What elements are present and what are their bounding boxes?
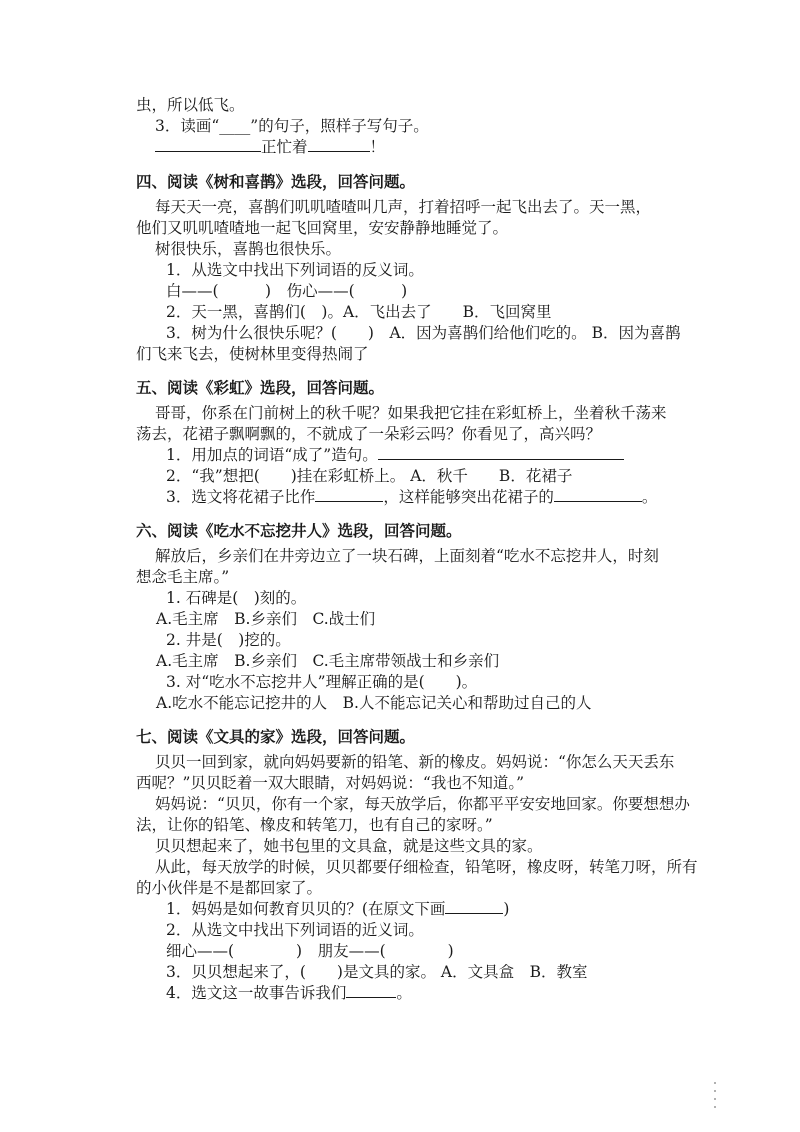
passage-line: 树很快乐，喜鹊也很快乐。 <box>155 240 342 258</box>
question-item: 3. 对“吃水不忘挖井人”理解正确的是( )。 <box>166 673 478 691</box>
question-item <box>166 983 412 1003</box>
text-segment: 。 <box>396 984 412 1002</box>
text-segment: 。 <box>641 488 658 506</box>
text-segment: 正忙着 <box>261 138 308 156</box>
question-item <box>166 899 509 919</box>
question-item: 3．贝贝想起来了，( )是文具的家。 A．文具盒 B．教室 <box>166 963 588 981</box>
question-item: 3．读画“____”的句子，照样子写句子。 <box>155 117 429 135</box>
answer-blank[interactable] <box>315 487 383 502</box>
passage-line: 他们又叽叽喳喳地一起飞回窝里，安安静静地睡觉了。 <box>136 219 509 237</box>
answer-options: A.毛主席 B.乡亲们 C.战士们 <box>156 610 376 628</box>
passage-line: 解放后，乡亲们在井旁边立了一块石碑，上面刻着“吃水不忘挖井人，时刻 <box>155 547 659 565</box>
text-segment: ，这样能够突出花裙子的 <box>383 488 554 506</box>
passage-line: 哥哥，你系在门前树上的秋千呢？如果我把它挂在彩虹桥上，坐着秋千荡来 <box>155 404 667 422</box>
question-item: 1. 石碑是( )刻的。 <box>166 589 307 607</box>
answer-options: A.吃水不能忘记挖井的人 B.人不能忘记关心和帮助过自己的人 <box>156 694 592 712</box>
text-segment: 1．妈妈是如何教育贝贝的？(在原文下画 <box>166 900 446 918</box>
answer-blank[interactable] <box>308 137 370 152</box>
question-item: 白——( ) 伤心——( ) <box>166 282 408 300</box>
passage-line: 西呢？”贝贝眨着一双大眼睛，对妈妈说：“我也不知道。” <box>136 774 525 792</box>
passage-line: 从此，每天放学的时候，贝贝都要仔细检查，铅笔呀，橡皮呀，转笔刀呀，所有 <box>155 858 698 876</box>
answer-options: A.毛主席 B.乡亲们 C.毛主席带领战士和乡亲们 <box>156 652 500 670</box>
question-item: 2. 井是( )挖的。 <box>166 631 291 649</box>
question-item: 1．从选文中找出下列词语的反义词。 <box>166 261 424 279</box>
scan-mark <box>714 1082 718 1108</box>
answer-blank[interactable] <box>155 137 261 152</box>
answer-blank[interactable] <box>554 487 642 502</box>
dot <box>714 1098 716 1100</box>
section-heading: 四、阅读《树和喜鹊》选段，回答问题。 <box>136 173 416 191</box>
passage-line: 想念毛主席。” <box>136 568 230 586</box>
question-item: 2．天一黑，喜鹊们( )。A．飞出去了 B．飞回窝里 <box>166 303 552 321</box>
text-segment: 4．选文这一故事告诉我们 <box>166 984 347 1002</box>
question-item: 3．树为什么很快乐呢？( ) A．因为喜鹊们给他们吃的。 B．因为喜鹊 <box>166 324 681 342</box>
passage-line: 的小伙伴是不是都回家了。 <box>136 879 323 897</box>
passage-line: 荡去，花裙子飘啊飘的，不就成了一朵彩云吗？你看见了，高兴吗？ <box>136 425 602 443</box>
text-segment: 3．选文将花裙子比作 <box>166 488 316 506</box>
section-heading: 六、阅读《吃水不忘挖井人》选段，回答问题。 <box>136 522 462 540</box>
question-item: 细心——( ) 朋友——( ) <box>166 942 454 960</box>
question-item <box>166 487 657 507</box>
question-item: 2．从选文中找出下列词语的近义词。 <box>166 921 424 939</box>
passage-line: 贝贝一回到家，就向妈妈要新的铅笔、新的橡皮。妈妈说：“你怎么天天丢东 <box>155 753 675 771</box>
question-item: 2．“我”想把( )挂在彩虹桥上。 A．秋千 B．花裙子 <box>166 467 573 485</box>
text-segment: 1．用加点的词语“成了”造句。 <box>166 446 378 464</box>
answer-blank[interactable] <box>378 445 624 460</box>
text-segment: ) <box>503 900 510 918</box>
fill-in-line <box>155 137 385 157</box>
answer-blank[interactable] <box>346 983 396 998</box>
text-segment: ！ <box>369 138 386 156</box>
dot <box>714 1090 716 1092</box>
question-item: 们飞来飞去，使树林里变得热闹了 <box>136 345 369 363</box>
passage-line: 法，让你的铅笔、橡皮和转笔刀，也有自己的家呀。” <box>136 816 493 834</box>
question-item <box>166 445 624 465</box>
passage-line: 每天天一亮，喜鹊们叽叽喳喳叫几声，打着招呼一起飞出去了。天一黑， <box>155 198 652 216</box>
section-heading: 五、阅读《彩虹》选段，回答问题。 <box>136 379 385 397</box>
section-heading: 七、阅读《文具的家》选段，回答问题。 <box>136 728 416 746</box>
passage-line: 贝贝想起来了，她书包里的文具盒，就是这些文具的家。 <box>155 837 543 855</box>
answer-blank[interactable] <box>445 899 503 914</box>
text-line: 虫，所以低飞。 <box>136 96 245 114</box>
passage-line: 妈妈说：“贝贝，你有一个家，每天放学后，你都平平安安地回家。你要想想办 <box>155 795 690 813</box>
dot <box>714 1106 716 1108</box>
dot <box>714 1082 716 1084</box>
